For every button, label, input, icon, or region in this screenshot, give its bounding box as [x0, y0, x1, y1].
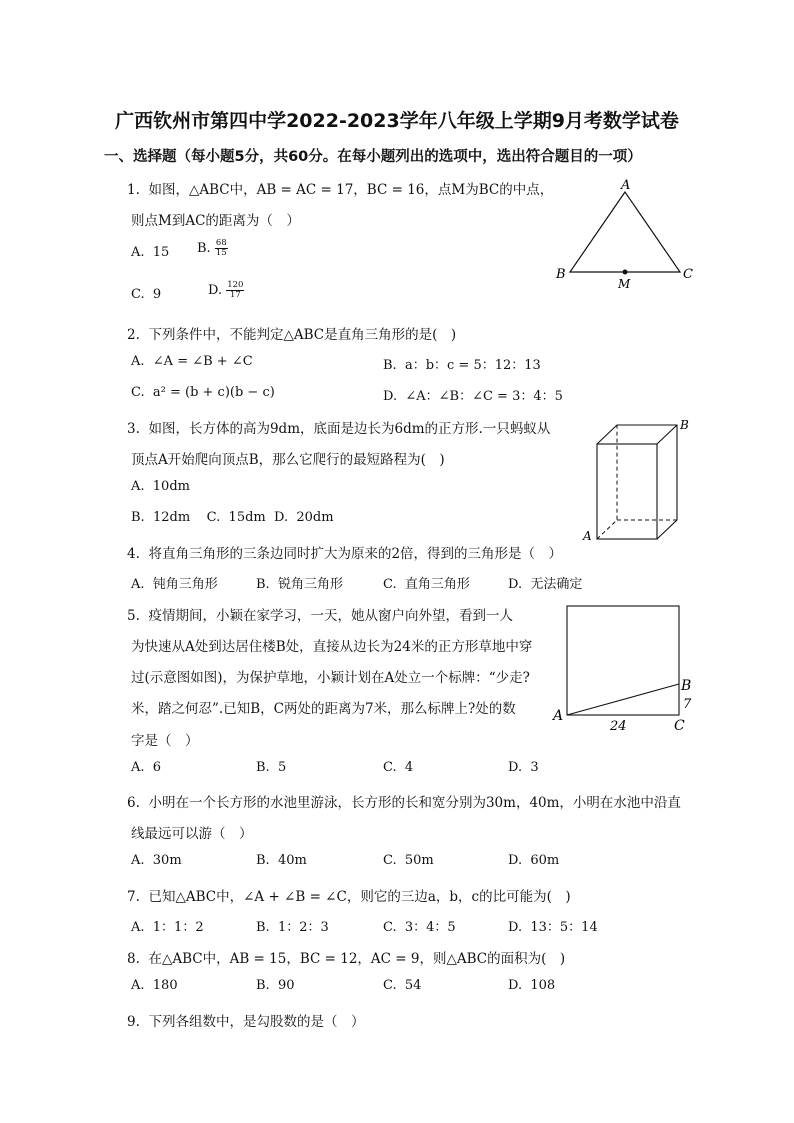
square-lawn [567, 606, 679, 715]
point-label-b: B [681, 678, 692, 694]
length-label-24: 24 [610, 719, 627, 734]
question-8-option-d[interactable]: D. 108 [508, 978, 556, 993]
question-8-option-c[interactable]: C. 54 [383, 978, 422, 993]
question-4-option-c[interactable]: C. 直角三角形 [383, 577, 470, 592]
triangle-abc-figure [550, 172, 700, 292]
question-8-stem-line1: 8. 在△ABC中，AB = 15，BC = 12，AC = 9，则△ABC的面积为( ) [127, 951, 566, 967]
fraction-numerator: 68 [215, 238, 227, 248]
question-5-option-a[interactable]: A. 6 [131, 760, 162, 775]
fraction-numerator: 120 [227, 280, 244, 290]
fraction-denominator: 17 [229, 290, 241, 300]
cuboid-hidden-edges [597, 425, 617, 539]
question-7-option-b[interactable]: B. 1：2：3 [256, 920, 329, 935]
question-3-stem-line1: 3. 如图，长方体的高为9dm，底面是边长为6dm的正方形.一只蚂蚁从 [127, 421, 551, 437]
vertex-label-c: C [683, 267, 693, 282]
question-7-option-c[interactable]: C. 3：4：5 [383, 920, 456, 935]
fraction-120-17 [226, 281, 244, 300]
question-5-option-b[interactable]: B. 5 [256, 760, 287, 775]
midpoint-m-dot [623, 270, 628, 275]
fraction-68-15 [215, 239, 228, 258]
question-4-option-b[interactable]: B. 锐角三角形 [256, 577, 343, 592]
question-6-option-c[interactable]: C. 50m [383, 853, 434, 868]
square-lawn-figure [548, 598, 698, 734]
question-6-option-a[interactable]: A. 30m [131, 853, 182, 868]
question-1-option-a[interactable]: A. 15 [131, 245, 170, 260]
question-8-option-a[interactable]: A. 180 [131, 978, 178, 993]
question-2-stem-line1: 2. 下列条件中，不能判定△ABC是直角三角形的是( ) [127, 327, 457, 343]
question-1-option-d-label: D. [208, 283, 223, 298]
question-5-stem-line4: 米，踏之何忍”.已知B，C两处的距离为7米，那么标牌上?处的数 [131, 701, 516, 717]
question-4-stem-line1: 4. 将直角三角形的三条边同时扩大为原来的2倍，得到的三角形是（ ） [127, 546, 563, 562]
question-3-options-bcd[interactable]: B. 12dm C. 15dm D. 20dm [131, 510, 334, 525]
question-5-stem-line5: 字是（ ） [131, 733, 199, 749]
question-6-stem-line1: 6. 小明在一个长方形的水池里游泳，长方形的长和宽分别为30m，40m，小明在水池中沿直 [127, 795, 681, 811]
question-5-option-c[interactable]: C. 4 [383, 760, 414, 775]
cuboid-edge [657, 425, 677, 444]
question-6-stem-line2: 线最远可以游（ ） [131, 826, 253, 842]
vertex-label-a: A [583, 529, 592, 542]
length-label-7: 7 [683, 697, 692, 712]
section-heading: 一、选择题（每小题5分，共60分。在每小题列出的选项中，选出符合题目的一项） [104, 149, 642, 165]
cuboid-front-face [597, 444, 657, 539]
question-2-option-d[interactable]: D. ∠A：∠B：∠C = 3：4：5 [383, 389, 563, 404]
cuboid-figure [578, 412, 698, 542]
vertex-label-a: A [621, 178, 631, 193]
point-label-m: M [618, 277, 631, 291]
triangle-shape [570, 192, 680, 272]
question-1-stem-line2: 则点M到AC的距离为（ ） [131, 213, 300, 229]
question-3-option-a[interactable]: A. 10dm [131, 479, 190, 494]
question-5-stem-line3: 过(示意图如图)，为保护草地，小颖计划在A处立一个标牌：“少走? [131, 670, 530, 686]
vertex-label-b: B [556, 267, 566, 282]
question-1-option-d[interactable] [208, 281, 244, 300]
question-5-stem-line2: 为快速从A处到达居住楼B处，直接从边长为24米的正方形草地中穿 [131, 639, 533, 655]
question-4-option-d[interactable]: D. 无法确定 [508, 577, 583, 592]
question-5-stem-line1: 5. 疫情期间，小颖在家学习，一天，她从窗户向外望，看到一人 [127, 608, 513, 624]
question-9-stem-line1: 9. 下列各组数中，是勾股数的是（ ） [127, 1014, 365, 1030]
fraction-denominator: 15 [215, 248, 227, 258]
question-6-option-d[interactable]: D. 60m [508, 853, 560, 868]
question-2-option-b[interactable]: B. a：b：c = 5：12：13 [383, 358, 541, 373]
point-label-c: C [674, 718, 685, 734]
question-3-stem-line2: 顶点A开始爬向顶点B，那么它爬行的最短路程为( ) [131, 452, 445, 468]
question-6-option-b[interactable]: B. 40m [256, 853, 307, 868]
question-7-option-d[interactable]: D. 13：5：14 [508, 920, 598, 935]
cuboid-top-right-edges [597, 425, 677, 539]
page-title: 广西钦州市第四中学2022-2023学年八年级上学期9月考数学试卷 [115, 110, 679, 132]
question-1-stem-line1: 1. 如图，△ABC中，AB = AC = 17，BC = 16，点M为BC的中点， [127, 182, 554, 198]
question-7-option-a[interactable]: A. 1：1：2 [131, 920, 204, 935]
question-1-option-c[interactable]: C. 9 [131, 287, 162, 302]
point-label-a: A [553, 708, 564, 724]
question-2-option-c[interactable]: C. a² = (b + c)(b − c) [131, 385, 275, 400]
question-1-option-b[interactable] [197, 239, 228, 258]
question-8-option-b[interactable]: B. 90 [256, 978, 295, 993]
question-2-option-a[interactable]: A. ∠A = ∠B + ∠C [131, 354, 253, 369]
path-a-to-b [567, 684, 679, 715]
question-5-option-d[interactable]: D. 3 [508, 760, 539, 775]
question-1-option-b-label: B. [197, 241, 211, 256]
vertex-label-b: B [680, 418, 689, 432]
question-4-option-a[interactable]: A. 钝角三角形 [131, 577, 218, 592]
question-7-stem-line1: 7. 已知△ABC中，∠A + ∠B = ∠C，则它的三边a，b，c的比可能为( ) [127, 889, 571, 905]
